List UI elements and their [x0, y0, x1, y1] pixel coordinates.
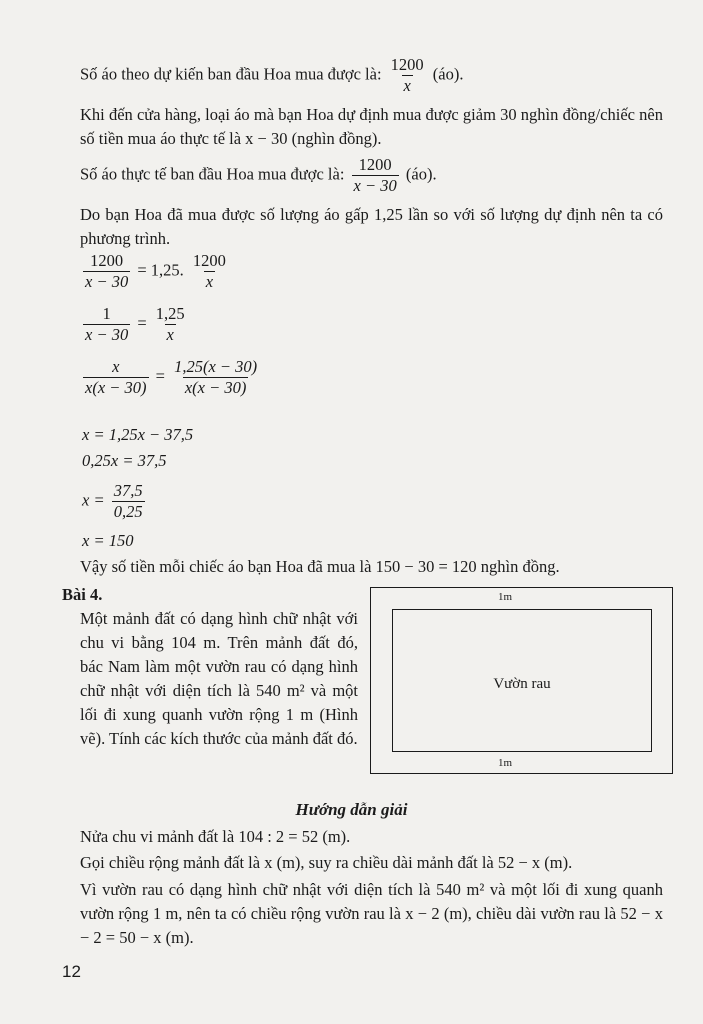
solution-heading: Hướng dẫn giải	[295, 800, 408, 819]
bottom-path-width-label: 1m	[498, 757, 513, 769]
equation-intro-paragraph: Do bạn Hoa đã mua được số lượng áo gấp 1,25 lần so với số lượng dự định nên ta có phương trình.	[80, 205, 663, 248]
fraction	[191, 252, 228, 291]
solution-line-1: Nửa chu vi mảnh đất là 104 : 2 = 52 (m).	[80, 827, 351, 846]
discount-paragraph: Khi đến cửa hàng, loại áo mà bạn Hoa dự định mua được giảm 30 nghìn đồng/chiếc nên số tiền mua áo thực tế là x − 30 (nghìn đồng).	[80, 105, 663, 148]
expected-shirts-text: Số áo theo dự kiến ban đầu Hoa mua được là:	[80, 64, 382, 84]
fraction-numerator: 1,25	[155, 304, 185, 323]
equation-1	[80, 252, 231, 291]
top-path-width-label: 1m	[498, 591, 513, 603]
fraction-numerator: 1200	[192, 251, 226, 270]
fraction-denominator: x(x − 30)	[85, 378, 147, 397]
fraction-numerator: 1200	[90, 251, 124, 270]
equation-5: 0,25x = 37,5	[82, 451, 167, 470]
conclusion-line: Vậy số tiền mỗi chiếc áo bạn Hoa đã mua là 150 − 30 = 120 nghìn đồng.	[80, 557, 560, 576]
equation-lhs: x =	[82, 490, 105, 510]
fraction	[83, 305, 130, 344]
fraction-denominator: x − 30	[85, 272, 129, 291]
unit-text: (áo).	[405, 164, 437, 184]
fraction	[112, 482, 145, 521]
fraction	[83, 252, 130, 291]
fraction-denominator: x	[403, 76, 411, 95]
equation-7: x = 150	[82, 531, 134, 550]
equation-4: x = 1,25x − 37,5	[82, 425, 194, 444]
equation-operator: =	[155, 366, 165, 386]
fraction	[83, 358, 149, 397]
fraction	[389, 56, 426, 95]
solution-paragraph-3: Vì vườn rau có dạng hình chữ nhật với diện tích là 540 m² và một lối đi xung quanh vườn rộng 1 m, nên ta có chiều rộng vườn rau là x − 2 (m), chiều dài vườn rau là 52 − x − 2 = 50 − x (m).	[80, 880, 663, 947]
equation-3	[80, 358, 262, 397]
equation-6	[82, 482, 148, 521]
garden-rectangle	[392, 609, 652, 752]
actual-shirts-text: Số áo thực tế ban đầu Hoa mua được là:	[80, 164, 345, 184]
fraction-denominator: 0,25	[113, 502, 143, 521]
problem-title: Bài 4.	[62, 585, 103, 604]
fraction-denominator: x	[166, 325, 174, 344]
problem-text: Một mảnh đất có dạng hình chữ nhật với chu vi bằng 104 m. Trên mảnh đất đó, bác Nam làm một vườn rau có dạng hình chữ nhật với diện tích là 540 m² và một lối đi xung quanh vườn rộng 1 m (Hình vẽ). Tính các kích thước của mảnh đất đó.	[80, 609, 358, 748]
garden-diagram	[370, 587, 673, 774]
equation-2	[80, 305, 190, 344]
fraction-denominator: x(x − 30)	[184, 378, 247, 397]
fraction	[172, 358, 259, 397]
fraction-numerator: 37,5	[113, 481, 143, 500]
equation-operator: =	[137, 313, 147, 333]
fraction-denominator: x − 30	[85, 325, 129, 344]
equation-operator: = 1,25.	[137, 260, 184, 280]
fraction-numerator: 1200	[358, 155, 392, 174]
unit-text: (áo).	[432, 64, 464, 84]
fraction-numerator: x	[112, 357, 120, 376]
fraction-denominator: x	[205, 272, 214, 291]
solution-line-2: Gọi chiều rộng mảnh đất là x (m), suy ra chiều dài mảnh đất là 52 − x (m).	[80, 853, 573, 872]
actual-shirts-line	[80, 156, 437, 195]
garden-label: Vườn rau	[493, 676, 551, 692]
fraction-numerator: 1	[102, 304, 111, 323]
fraction-numerator: 1,25(x − 30)	[174, 357, 258, 376]
expected-shirts-line	[80, 56, 464, 95]
fraction	[352, 156, 399, 195]
fraction-denominator: x − 30	[353, 176, 397, 195]
page-number: 12	[62, 962, 81, 981]
fraction-numerator: 1200	[390, 55, 424, 74]
fraction	[154, 305, 187, 344]
